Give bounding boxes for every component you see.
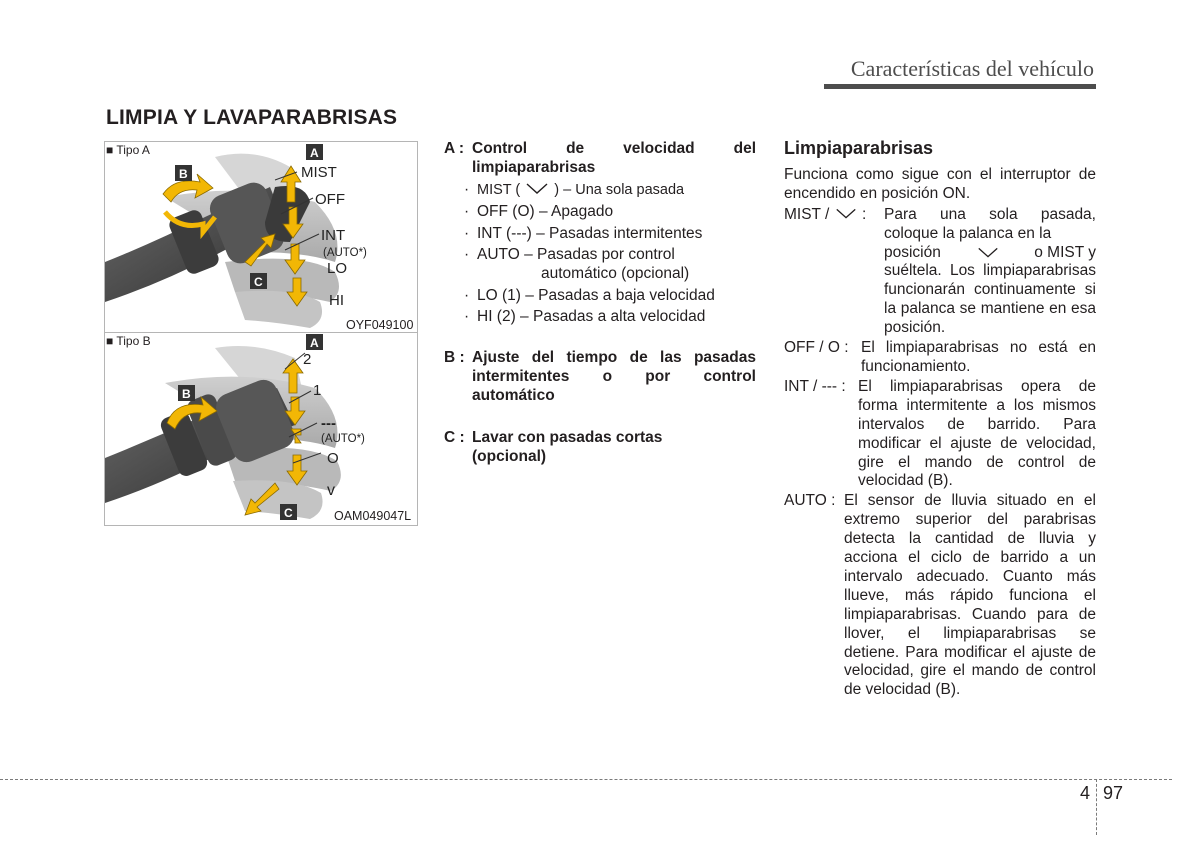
position-label: (AUTO*) bbox=[323, 247, 367, 259]
legend-key: B : bbox=[444, 349, 465, 366]
mode-off: OFF / O : El limpiaparabrisas no está en funcionamiento. bbox=[784, 339, 1096, 375]
wiper-stalk-illustration-b bbox=[105, 333, 417, 525]
legend-key: C : bbox=[444, 429, 465, 446]
figure-type-label: ■ Tipo A bbox=[106, 143, 150, 157]
page-number: 97 bbox=[1103, 783, 1124, 803]
mode-mist: MIST / : Para una sola pasada, coloque la palanca en la posición o MIST y suéltela. Los limpiaparabrisas funcionarán continuamente si la palanca se mantiene en esa posición. bbox=[784, 205, 1096, 337]
legend-title: limpiaparabrisas bbox=[472, 159, 596, 176]
mode-label: OFF / O : bbox=[784, 339, 849, 357]
footer-page-divider bbox=[1096, 779, 1097, 835]
footer-divider bbox=[0, 779, 1172, 780]
wiper-stalk-illustration-a bbox=[105, 142, 417, 335]
list-item-continuation: automático (opcional) bbox=[541, 265, 690, 282]
intro-paragraph: Funciona como sigue con el interruptor de encendido en posición ON. bbox=[784, 165, 1096, 202]
position-label: v bbox=[327, 482, 335, 499]
mode-auto: AUTO : El sensor de lluvia situado en el extremo superior del parabrisas detecta la cantidad de lluvia y acciona el ciclo de barrido a un intervalo adecuado. Cuanto más llueve, más rápido funciona el limpiaparabrisas. Cuando para de llover, el limpiaparabrisas se detiene. Para modificar el ajuste de velocidad, gire el mando de control de velocidad (B). bbox=[784, 492, 1096, 699]
badge-b-label: B bbox=[179, 167, 188, 181]
mist-symbol-icon bbox=[834, 207, 858, 220]
mist-symbol-icon bbox=[524, 182, 550, 195]
position-label: INT bbox=[321, 227, 346, 244]
figure-type-a bbox=[104, 141, 418, 336]
figure-type-b bbox=[104, 332, 418, 526]
list-item: · LO (1) – Pasadas a baja velocidad bbox=[464, 286, 715, 304]
list-item: · MIST ( ) – Una sola pasada bbox=[464, 180, 685, 198]
section-title: LIMPIA Y LAVAPARABRISAS bbox=[106, 106, 398, 129]
position-label: HI bbox=[329, 292, 344, 309]
position-label: 1 bbox=[313, 382, 322, 399]
badge-a-label: A bbox=[310, 336, 319, 350]
position-label: --- bbox=[321, 415, 336, 432]
mode-label: AUTO : bbox=[784, 492, 836, 510]
legend-key: A : bbox=[444, 140, 465, 157]
position-label: 2 bbox=[303, 351, 312, 368]
wiper-description bbox=[784, 139, 1096, 700]
figure-code: OAM049047L bbox=[334, 509, 412, 523]
list-item: · OFF (O) – Apagado bbox=[464, 203, 614, 220]
badge-c-label: C bbox=[284, 506, 293, 520]
control-legend bbox=[444, 139, 756, 466]
figure-code: OYF049100 bbox=[346, 318, 414, 332]
mode-label: INT / --- : bbox=[784, 377, 846, 395]
figure-type-label: ■ Tipo B bbox=[106, 334, 151, 348]
subsection-title: Limpiaparabrisas bbox=[784, 138, 934, 158]
position-label: OFF bbox=[315, 191, 345, 208]
legend-b: B : Ajuste del tiempo de las pasadas intermitentes o por control automático bbox=[444, 349, 756, 404]
legend-a bbox=[444, 139, 756, 177]
legend-title: Control de velocidad del bbox=[472, 140, 756, 157]
mist-symbol-icon bbox=[976, 246, 1000, 259]
legend-c: C : Lavar con pasadas cortas (opcional) bbox=[444, 429, 663, 465]
position-label: LO bbox=[327, 260, 348, 277]
list-item: · INT (---) – Pasadas intermitentes bbox=[464, 224, 703, 242]
chapter-number: 4 bbox=[1080, 783, 1091, 803]
badge-a-label: A bbox=[310, 146, 319, 160]
list-item: · HI (2) – Pasadas a alta velocidad bbox=[464, 308, 706, 325]
mode-label: MIST / bbox=[784, 205, 830, 223]
position-label: MIST bbox=[301, 164, 337, 181]
badge-c-label: C bbox=[254, 275, 263, 289]
header-bar bbox=[824, 84, 1096, 89]
mode-int: INT / --- : El limpiaparabrisas opera de forma intermitente a los mismos intervalos de barrido. Para modificar el ajuste de velocidad, gire el mando de control de velocidad (B). bbox=[784, 377, 1096, 490]
list-item: · AUTO – Pasadas por control bbox=[464, 246, 675, 263]
position-label: O bbox=[327, 450, 339, 467]
chapter-header-title: Características del vehículo bbox=[850, 56, 1094, 81]
badge-b-label: B bbox=[182, 387, 191, 401]
position-label: (AUTO*) bbox=[321, 433, 365, 445]
